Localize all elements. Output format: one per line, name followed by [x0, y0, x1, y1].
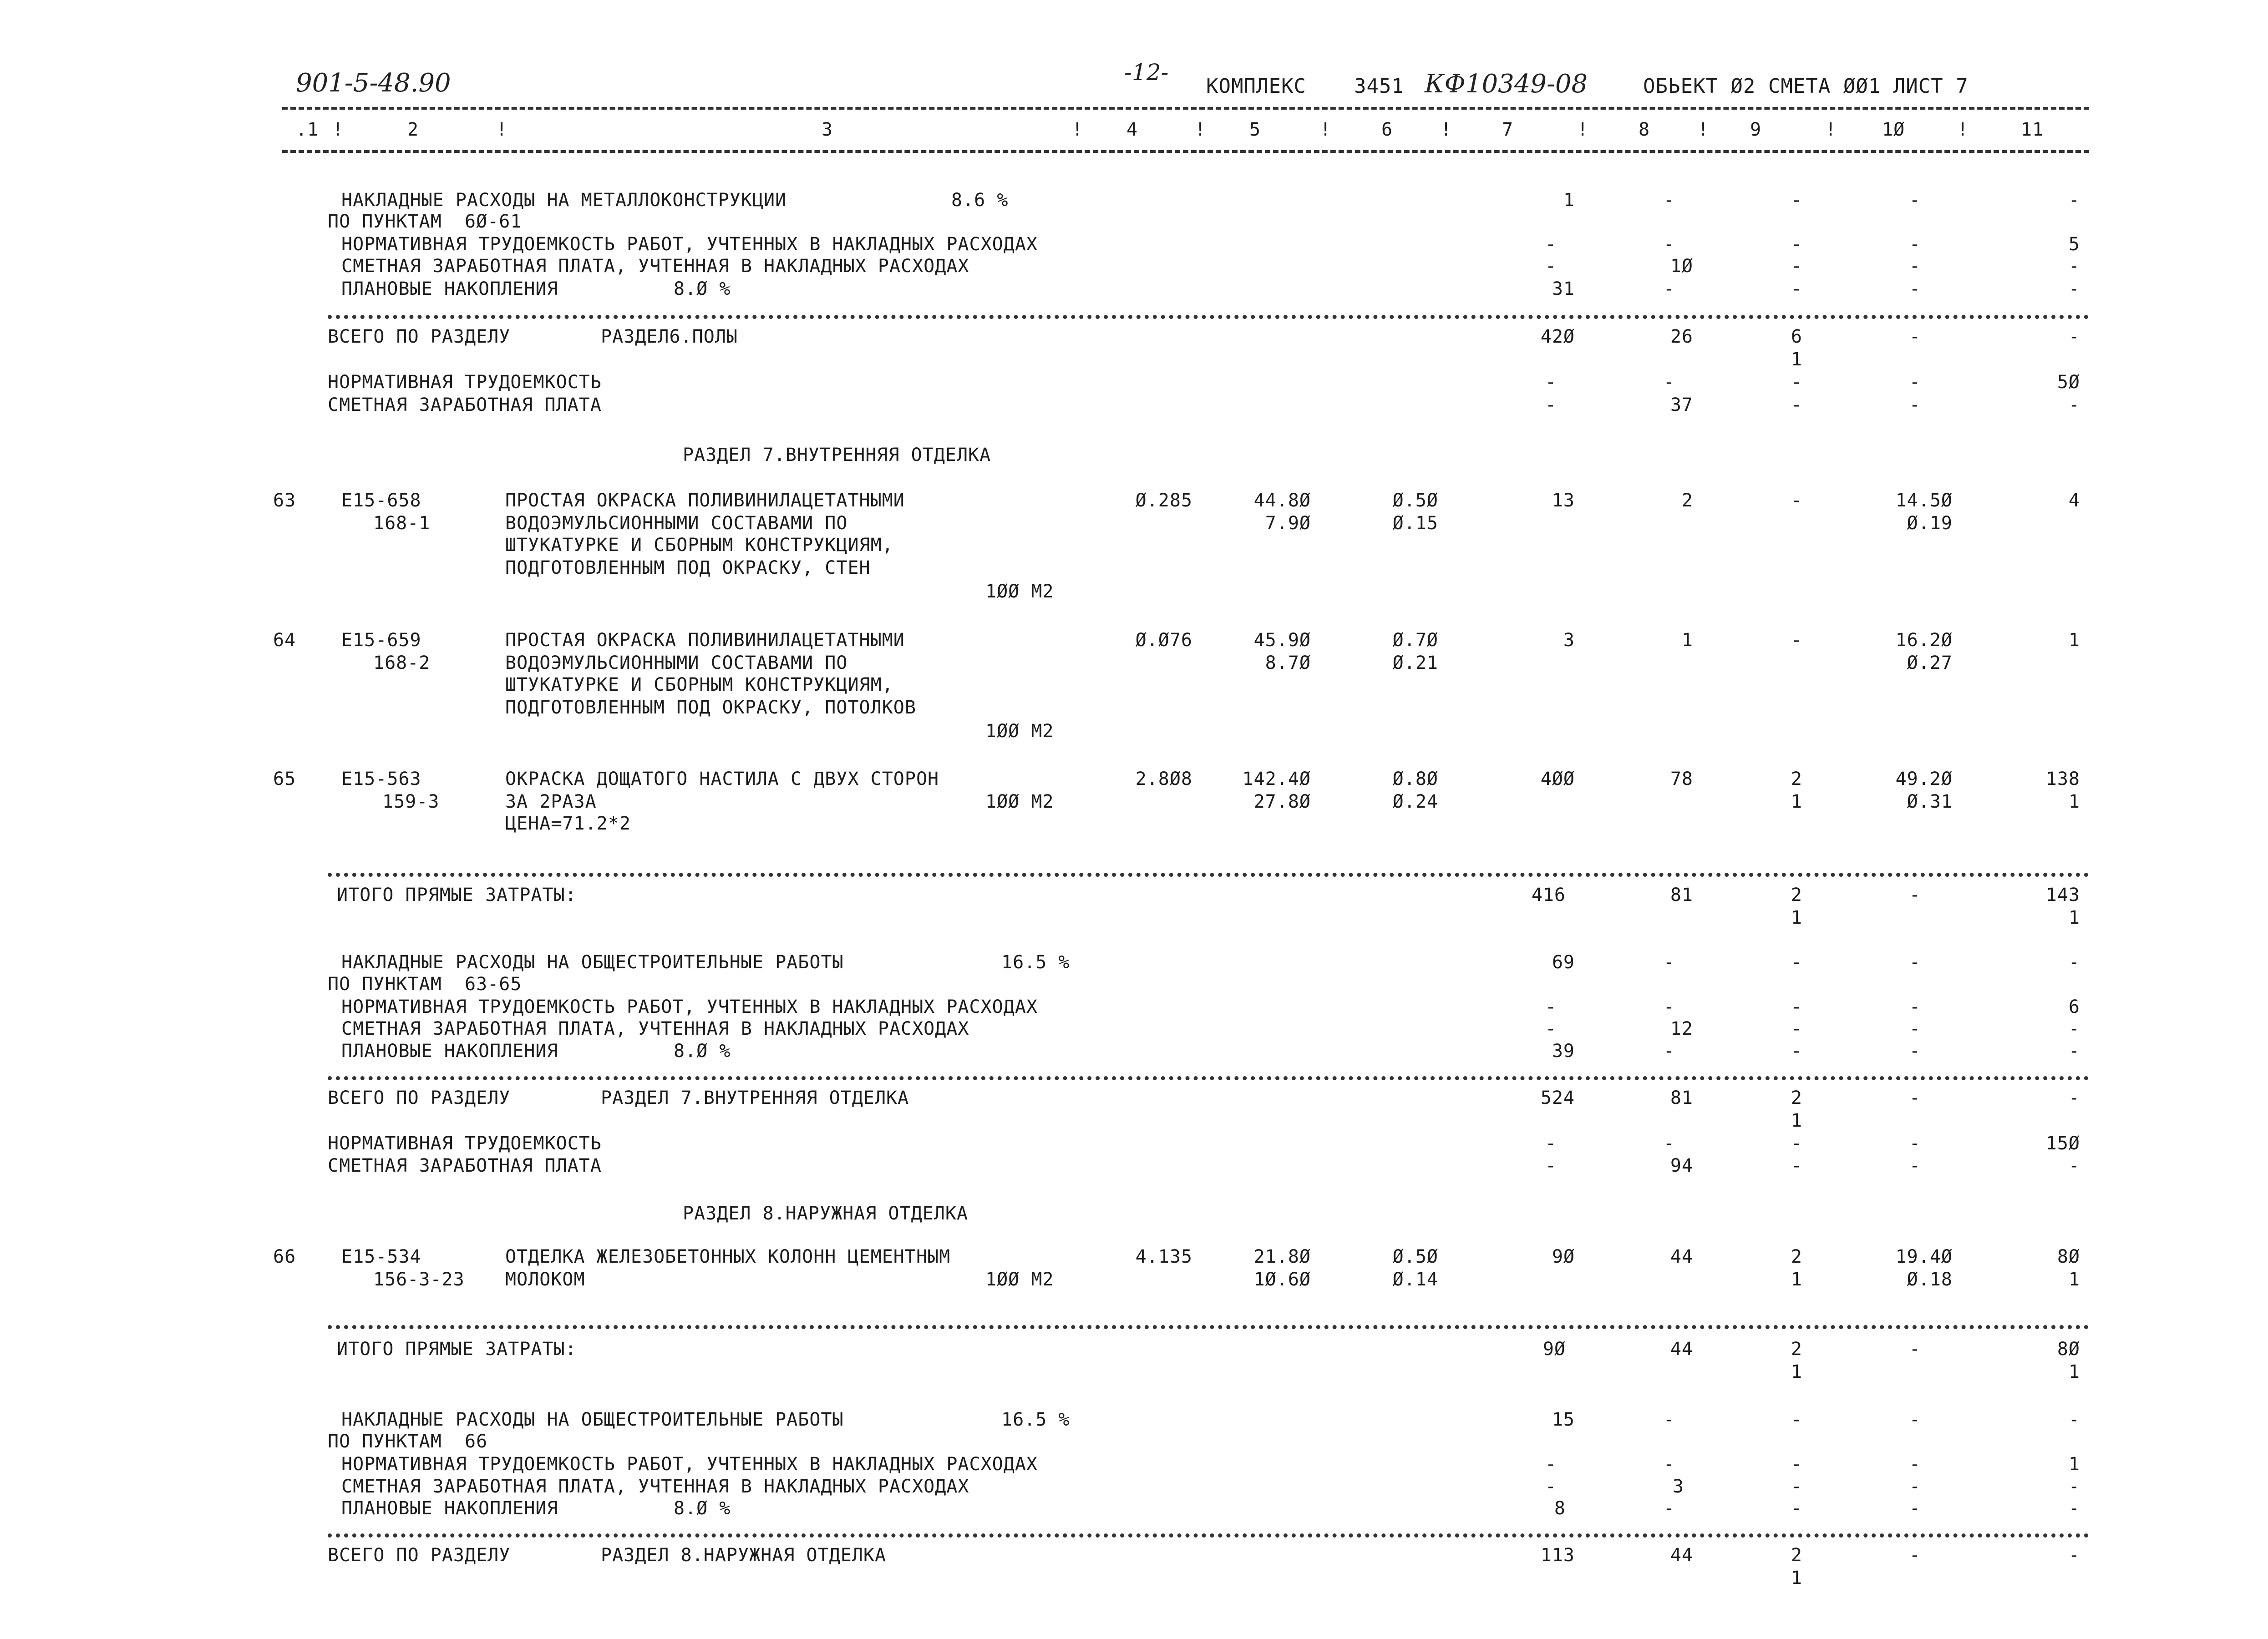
savings-rate: 8.Ø %	[674, 278, 731, 299]
value-cell: -	[1791, 1409, 1802, 1430]
column-separator: !	[1698, 119, 1710, 140]
column-number: 1Ø	[1882, 119, 1905, 140]
value-cell: -	[1663, 1041, 1675, 1062]
value-cell: 21.8Ø	[1253, 1246, 1311, 1267]
item-quantity: Ø.285	[1135, 490, 1192, 511]
value-cell: 524	[1540, 1088, 1575, 1108]
labor-label: НОРМАТИВНАЯ ТРУДОЕМКОСТЬ РАБОТ, УЧТЕННЫХ В НАКЛАДНЫХ РАСХОДАХ	[341, 1454, 1038, 1475]
savings-label: ПЛАНОВЫЕ НАКОПЛЕНИЯ	[341, 278, 558, 299]
value-cell: 1	[2068, 907, 2080, 928]
column-number: 4	[1126, 119, 1138, 140]
value-cell: 45.9Ø	[1253, 630, 1311, 651]
labor-label: НОРМАТИВНАЯ ТРУДОЕМКОСТЬ	[328, 1133, 602, 1154]
item-description: ШТУКАТУРКЕ И СБОРНЫМ КОНСТРУКЦИЯМ,	[505, 535, 893, 556]
item-quantity: 4.135	[1135, 1246, 1192, 1267]
item-unit: 1ØØ М2	[985, 791, 1054, 812]
value-cell: -	[1663, 1498, 1675, 1519]
column-number: 2	[407, 119, 419, 140]
value-cell: 13	[1552, 490, 1575, 511]
value-cell: -	[1791, 1476, 1802, 1497]
value-cell: -	[1545, 372, 1557, 393]
value-cell: 19.4Ø	[1895, 1246, 1953, 1267]
column-separator: !	[496, 119, 508, 140]
savings-label: ПЛАНОВЫЕ НАКОПЛЕНИЯ	[341, 1498, 558, 1519]
value-cell: 8.7Ø	[1265, 653, 1311, 673]
value-cell: -	[1909, 1133, 1921, 1154]
value-cell: -	[2068, 952, 2080, 973]
value-cell: -	[2068, 1155, 2080, 1176]
column-number: 6	[1381, 119, 1393, 140]
value-cell: 49.2Ø	[1895, 769, 1953, 789]
value-cell: 31	[1552, 278, 1575, 299]
column-separator: !	[1577, 119, 1589, 140]
value-cell: 44	[1670, 1545, 1693, 1566]
overhead-rate: 16.5 %	[1001, 952, 1070, 973]
value-cell: -	[1791, 1155, 1802, 1176]
column-number: 5	[1249, 119, 1261, 140]
value-cell: -	[2068, 1018, 2080, 1039]
value-cell: -	[1791, 1018, 1802, 1039]
complex-label: КОМПЛЕКС	[1206, 75, 1306, 98]
value-cell: Ø.21	[1392, 653, 1438, 673]
value-cell: 1	[1791, 1269, 1802, 1290]
item-description: ВОДОЭМУЛЬСИОННЫМИ СОСТАВАМИ ПО	[505, 513, 848, 534]
value-cell: -	[2068, 1498, 2080, 1519]
value-cell: -	[2068, 256, 2080, 277]
column-number: 8	[1639, 119, 1650, 140]
value-cell: 1	[2068, 630, 2080, 651]
total-section-name: РАЗДЕЛ 8.НАРУЖНАЯ ОТДЕЛКА	[601, 1545, 887, 1566]
overhead-label: НАКЛАДНЫЕ РАСХОДЫ НА ОБЩЕСТРОИТЕЛЬНЫЕ РАБОТЫ	[341, 1409, 844, 1430]
document-code: 901-5-48.90	[296, 68, 451, 98]
value-cell: 27.8Ø	[1253, 791, 1311, 812]
value-cell: 2	[1791, 1246, 1802, 1267]
item-number: 63	[273, 490, 296, 511]
column-number: 9	[1750, 119, 1762, 140]
item-number: 64	[273, 630, 296, 651]
value-cell: -	[1791, 256, 1802, 277]
value-cell: 15Ø	[2045, 1133, 2080, 1154]
value-cell: 37	[1670, 395, 1693, 415]
value-cell: -	[2068, 1041, 2080, 1062]
value-cell: -	[1545, 997, 1557, 1017]
value-cell: -	[1791, 1498, 1802, 1519]
value-cell: -	[1663, 997, 1675, 1017]
value-cell: -	[1791, 997, 1802, 1017]
value-cell: -	[1791, 1454, 1802, 1475]
value-cell: -	[1545, 1133, 1557, 1154]
value-cell: -	[1791, 190, 1802, 211]
value-cell: 39	[1552, 1041, 1575, 1062]
savings-rate: 8.Ø %	[674, 1041, 731, 1062]
column-separator: !	[1825, 119, 1837, 140]
value-cell: -	[1909, 1018, 1921, 1039]
wage-label: СМЕТНАЯ ЗАРАБОТНАЯ ПЛАТА, УЧТЕННАЯ В НАКЛАДНЫХ РАСХОДАХ	[341, 256, 969, 277]
value-cell: 1	[1681, 630, 1693, 651]
value-cell: Ø.31	[1907, 791, 1953, 812]
items-range: ПО ПУНКТАМ 6Ø-61	[328, 211, 522, 232]
value-cell: 12	[1670, 1018, 1693, 1039]
value-cell: Ø.7Ø	[1392, 630, 1438, 651]
value-cell: -	[1909, 952, 1921, 973]
value-cell: -	[1791, 490, 1802, 511]
item-description: ОТДЕЛКА ЖЕЛЕЗОБЕТОННЫХ КОЛОНН ЦЕМЕНТНЫМ	[505, 1246, 951, 1267]
item-unit: 1ØØ М2	[985, 1269, 1054, 1290]
overhead-label: НАКЛАДНЫЕ РАСХОДЫ НА ОБЩЕСТРОИТЕЛЬНЫЕ РАБОТЫ	[341, 952, 844, 973]
value-cell: -	[2068, 326, 2080, 347]
value-cell: 42Ø	[1540, 326, 1575, 347]
value-cell: -	[1663, 1454, 1675, 1475]
item-description: ОКРАСКА ДОЩАТОГО НАСТИЛА С ДВУХ СТОРОН	[505, 769, 939, 789]
value-cell: 8Ø	[2057, 1339, 2080, 1360]
dotted-separator	[328, 1076, 2089, 1080]
value-cell: 1	[1791, 349, 1802, 370]
value-cell: -	[1909, 885, 1921, 905]
section-title: РАЗДЕЛ 7.ВНУТРЕННЯЯ ОТДЕЛКА	[683, 445, 991, 465]
value-cell: 1	[1791, 791, 1802, 812]
labor-label: НОРМАТИВНАЯ ТРУДОЕМКОСТЬ РАБОТ, УЧТЕННЫХ В НАКЛАДНЫХ РАСХОДАХ	[341, 997, 1038, 1017]
item-description: ПРОСТАЯ ОКРАСКА ПОЛИВИНИЛАЦЕТАТНЫМИ	[505, 490, 905, 511]
column-separator: !	[1072, 119, 1084, 140]
value-cell: -	[1791, 234, 1802, 255]
value-cell: -	[2068, 1088, 2080, 1108]
value-cell: 2	[1791, 769, 1802, 789]
overhead-rate: 16.5 %	[1001, 1409, 1070, 1430]
value-cell: 8Ø	[2057, 1246, 2080, 1267]
value-cell: -	[1663, 234, 1675, 255]
value-cell: Ø.18	[1907, 1269, 1953, 1290]
value-cell: -	[2068, 395, 2080, 415]
wage-label: СМЕТНАЯ ЗАРАБОТНАЯ ПЛАТА, УЧТЕННАЯ В НАКЛАДНЫХ РАСХОДАХ	[341, 1476, 969, 1497]
value-cell: -	[1909, 326, 1921, 347]
value-cell: 1Ø	[1670, 256, 1693, 277]
value-cell: 7.9Ø	[1265, 513, 1311, 534]
value-cell: Ø.14	[1392, 1269, 1438, 1290]
value-cell: 5Ø	[2057, 372, 2080, 393]
value-cell: -	[2068, 278, 2080, 299]
value-cell: -	[1791, 630, 1802, 651]
value-cell: 8	[1554, 1498, 1566, 1519]
value-cell: -	[1909, 256, 1921, 277]
value-cell: -	[2068, 1545, 2080, 1566]
item-subcode: 168-2	[373, 653, 431, 673]
value-cell: -	[1909, 278, 1921, 299]
dotted-separator	[328, 1533, 2089, 1538]
value-cell: 1	[1791, 1361, 1802, 1382]
value-cell: 2	[1791, 885, 1802, 905]
value-cell: -	[1663, 278, 1675, 299]
total-label: ВСЕГО ПО РАЗДЕЛУ	[328, 1088, 511, 1108]
section-title: РАЗДЕЛ 8.НАРУЖНАЯ ОТДЕЛКА	[683, 1203, 969, 1224]
item-code: Е15-658	[341, 490, 421, 511]
savings-rate: 8.Ø %	[674, 1498, 731, 1519]
direct-costs-label: ИТОГО ПРЯМЫЕ ЗАТРАТЫ:	[337, 885, 577, 905]
item-description: ПОДГОТОВЛЕННЫМ ПОД ОКРАСКУ, СТЕН	[505, 557, 871, 578]
item-number: 66	[273, 1246, 296, 1267]
value-cell: -	[1545, 1476, 1557, 1497]
value-cell: 44	[1670, 1246, 1693, 1267]
value-cell: Ø.5Ø	[1392, 1246, 1438, 1267]
wage-label: СМЕТНАЯ ЗАРАБОТНАЯ ПЛАТА	[328, 1155, 602, 1176]
column-separator: !	[1957, 119, 1969, 140]
value-cell: 9Ø	[1552, 1246, 1575, 1267]
column-number: 3	[822, 119, 833, 140]
value-cell: 3	[1563, 630, 1575, 651]
value-cell: 26	[1670, 326, 1693, 347]
value-cell: 4ØØ	[1540, 769, 1575, 789]
value-cell: 1Ø.6Ø	[1253, 1269, 1311, 1290]
dotted-separator	[328, 873, 2089, 877]
item-subcode: 168-1	[373, 513, 431, 534]
item-description: ЗА 2РАЗА	[505, 791, 597, 812]
value-cell: 44.8Ø	[1253, 490, 1311, 511]
value-cell: Ø.15	[1392, 513, 1438, 534]
value-cell: -	[1909, 1088, 1921, 1108]
labor-label: НОРМАТИВНАЯ ТРУДОЕМКОСТЬ	[328, 372, 602, 393]
value-cell: -	[1791, 952, 1802, 973]
total-section-name: РАЗДЕЛ 7.ВНУТРЕННЯЯ ОТДЕЛКА	[601, 1088, 909, 1108]
value-cell: -	[1545, 234, 1557, 255]
value-cell: 2	[1791, 1088, 1802, 1108]
value-cell: 44	[1670, 1339, 1693, 1360]
value-cell: 113	[1540, 1545, 1575, 1566]
value-cell: 15	[1552, 1409, 1575, 1430]
value-cell: -	[1791, 1041, 1802, 1062]
value-cell: 138	[2045, 769, 2080, 789]
value-cell: 6	[1791, 326, 1802, 347]
value-cell: 9Ø	[1542, 1339, 1566, 1360]
value-cell: Ø.8Ø	[1392, 769, 1438, 789]
value-cell: -	[1663, 952, 1675, 973]
value-cell: -	[2068, 1476, 2080, 1497]
savings-label: ПЛАНОВЫЕ НАКОПЛЕНИЯ	[341, 1041, 558, 1062]
total-section-name: РАЗДЕЛ6.ПОЛЫ	[601, 326, 738, 347]
value-cell: -	[2068, 190, 2080, 211]
value-cell: 6	[2068, 997, 2080, 1017]
header-rule-bottom	[282, 150, 2089, 153]
value-cell: 142.4Ø	[1242, 769, 1311, 789]
value-cell: 81	[1670, 1088, 1693, 1108]
value-cell: 3	[1672, 1476, 1684, 1497]
header-rule-top	[282, 107, 2089, 110]
value-cell: 4	[2068, 490, 2080, 511]
value-cell: 1	[1791, 1110, 1802, 1131]
value-cell: -	[1909, 234, 1921, 255]
value-cell: Ø.24	[1392, 791, 1438, 812]
value-cell: 78	[1670, 769, 1693, 789]
value-cell: -	[1909, 372, 1921, 393]
items-range: ПО ПУНКТАМ 63-65	[328, 974, 522, 995]
value-cell: -	[1791, 395, 1802, 415]
item-subcode: 159-3	[382, 791, 440, 812]
value-cell: Ø.5Ø	[1392, 490, 1438, 511]
value-cell: -	[1545, 1454, 1557, 1475]
value-cell: -	[1909, 1545, 1921, 1566]
column-separator: !	[1320, 119, 1332, 140]
value-cell: Ø.27	[1907, 653, 1953, 673]
value-cell: 2	[1681, 490, 1693, 511]
item-description: ПРОСТАЯ ОКРАСКА ПОЛИВИНИЛАЦЕТАТНЫМИ	[505, 630, 905, 651]
value-cell: 94	[1670, 1155, 1693, 1176]
value-cell: -	[1909, 1454, 1921, 1475]
value-cell: 1	[2068, 1454, 2080, 1475]
item-code: Е15-534	[341, 1246, 421, 1267]
wage-label: СМЕТНАЯ ЗАРАБОТНАЯ ПЛАТА	[328, 395, 602, 415]
value-cell: -	[1791, 372, 1802, 393]
value-cell: 69	[1552, 952, 1575, 973]
value-cell: -	[1909, 395, 1921, 415]
item-description: ВОДОЭМУЛЬСИОННЫМИ СОСТАВАМИ ПО	[505, 653, 848, 673]
value-cell: 2	[1791, 1339, 1802, 1360]
item-description: ЦЕНА=71.2*2	[505, 813, 631, 834]
value-cell: 416	[1531, 885, 1566, 905]
column-separator: !	[1195, 119, 1207, 140]
value-cell: -	[1545, 256, 1557, 277]
value-cell: -	[1663, 190, 1675, 211]
value-cell: -	[1791, 278, 1802, 299]
item-number: 65	[273, 769, 296, 789]
value-cell: 1	[2068, 1269, 2080, 1290]
value-cell: -	[1791, 1133, 1802, 1154]
item-description: ШТУКАТУРКЕ И СБОРНЫМ КОНСТРУКЦИЯМ,	[505, 674, 893, 695]
value-cell: 1	[1563, 190, 1575, 211]
total-label: ВСЕГО ПО РАЗДЕЛУ	[328, 326, 511, 347]
value-cell: Ø.19	[1907, 513, 1953, 534]
value-cell: -	[1663, 372, 1675, 393]
value-cell: -	[1545, 395, 1557, 415]
direct-costs-label: ИТОГО ПРЯМЫЕ ЗАТРАТЫ:	[337, 1339, 577, 1360]
page-number: -12-	[1124, 59, 1169, 86]
value-cell: -	[1663, 1133, 1675, 1154]
value-cell: -	[1909, 997, 1921, 1017]
item-subcode: 156-3-23	[373, 1269, 465, 1290]
labor-label: НОРМАТИВНАЯ ТРУДОЕМКОСТЬ РАБОТ, УЧТЕННЫХ В НАКЛАДНЫХ РАСХОДАХ	[341, 234, 1038, 255]
item-unit: 1ØØ М2	[985, 721, 1054, 742]
total-label: ВСЕГО ПО РАЗДЕЛУ	[328, 1545, 511, 1566]
value-cell: -	[1663, 1409, 1675, 1430]
overhead-label: НАКЛАДНЫЕ РАСХОДЫ НА МЕТАЛЛОКОНСТРУКЦИИ	[341, 190, 787, 211]
value-cell: -	[1909, 190, 1921, 211]
value-cell: -	[1909, 1041, 1921, 1062]
item-code: Е15-659	[341, 630, 421, 651]
items-range: ПО ПУНКТАМ 66	[328, 1431, 488, 1452]
column-number: 7	[1502, 119, 1514, 140]
complex-number: 3451	[1354, 75, 1404, 98]
overhead-rate: 8.6 %	[951, 190, 1009, 211]
column-number: .1	[296, 119, 319, 140]
column-number: 11	[2021, 119, 2044, 140]
value-cell: 1	[1791, 907, 1802, 928]
item-unit: 1ØØ М2	[985, 581, 1054, 602]
value-cell: -	[1909, 1155, 1921, 1176]
item-description: ПОДГОТОВЛЕННЫМ ПОД ОКРАСКУ, ПОТОЛКОВ	[505, 697, 916, 718]
dotted-separator	[328, 1325, 2089, 1329]
object-info: ОБЬЕКТ Ø2 СМЕТА ØØ1 ЛИСТ 7	[1643, 75, 1969, 98]
value-cell: 2	[1791, 1545, 1802, 1566]
value-cell: 1	[1791, 1568, 1802, 1588]
value-cell: 5	[2068, 234, 2080, 255]
value-cell: -	[1909, 1498, 1921, 1519]
value-cell: -	[1909, 1476, 1921, 1497]
value-cell: 143	[2045, 885, 2080, 905]
value-cell: -	[1545, 1018, 1557, 1039]
item-description: МОЛОКОМ	[505, 1269, 585, 1290]
complex-code: КФ10349-08	[1425, 69, 1588, 99]
wage-label: СМЕТНАЯ ЗАРАБОТНАЯ ПЛАТА, УЧТЕННАЯ В НАКЛАДНЫХ РАСХОДАХ	[341, 1018, 969, 1039]
value-cell: 1	[2068, 1361, 2080, 1382]
value-cell: 14.5Ø	[1895, 490, 1953, 511]
column-separator: !	[332, 119, 344, 140]
value-cell: 81	[1670, 885, 1693, 905]
value-cell: -	[1909, 1409, 1921, 1430]
value-cell: -	[1909, 1339, 1921, 1360]
column-separator: !	[1441, 119, 1452, 140]
value-cell: 16.2Ø	[1895, 630, 1953, 651]
item-quantity: 2.8Ø8	[1135, 769, 1192, 789]
item-quantity: Ø.Ø76	[1135, 630, 1192, 651]
item-code: Е15-563	[341, 769, 421, 789]
value-cell: -	[1545, 1155, 1557, 1176]
value-cell: -	[2068, 1409, 2080, 1430]
dotted-separator	[328, 315, 2089, 319]
value-cell: 1	[2068, 791, 2080, 812]
